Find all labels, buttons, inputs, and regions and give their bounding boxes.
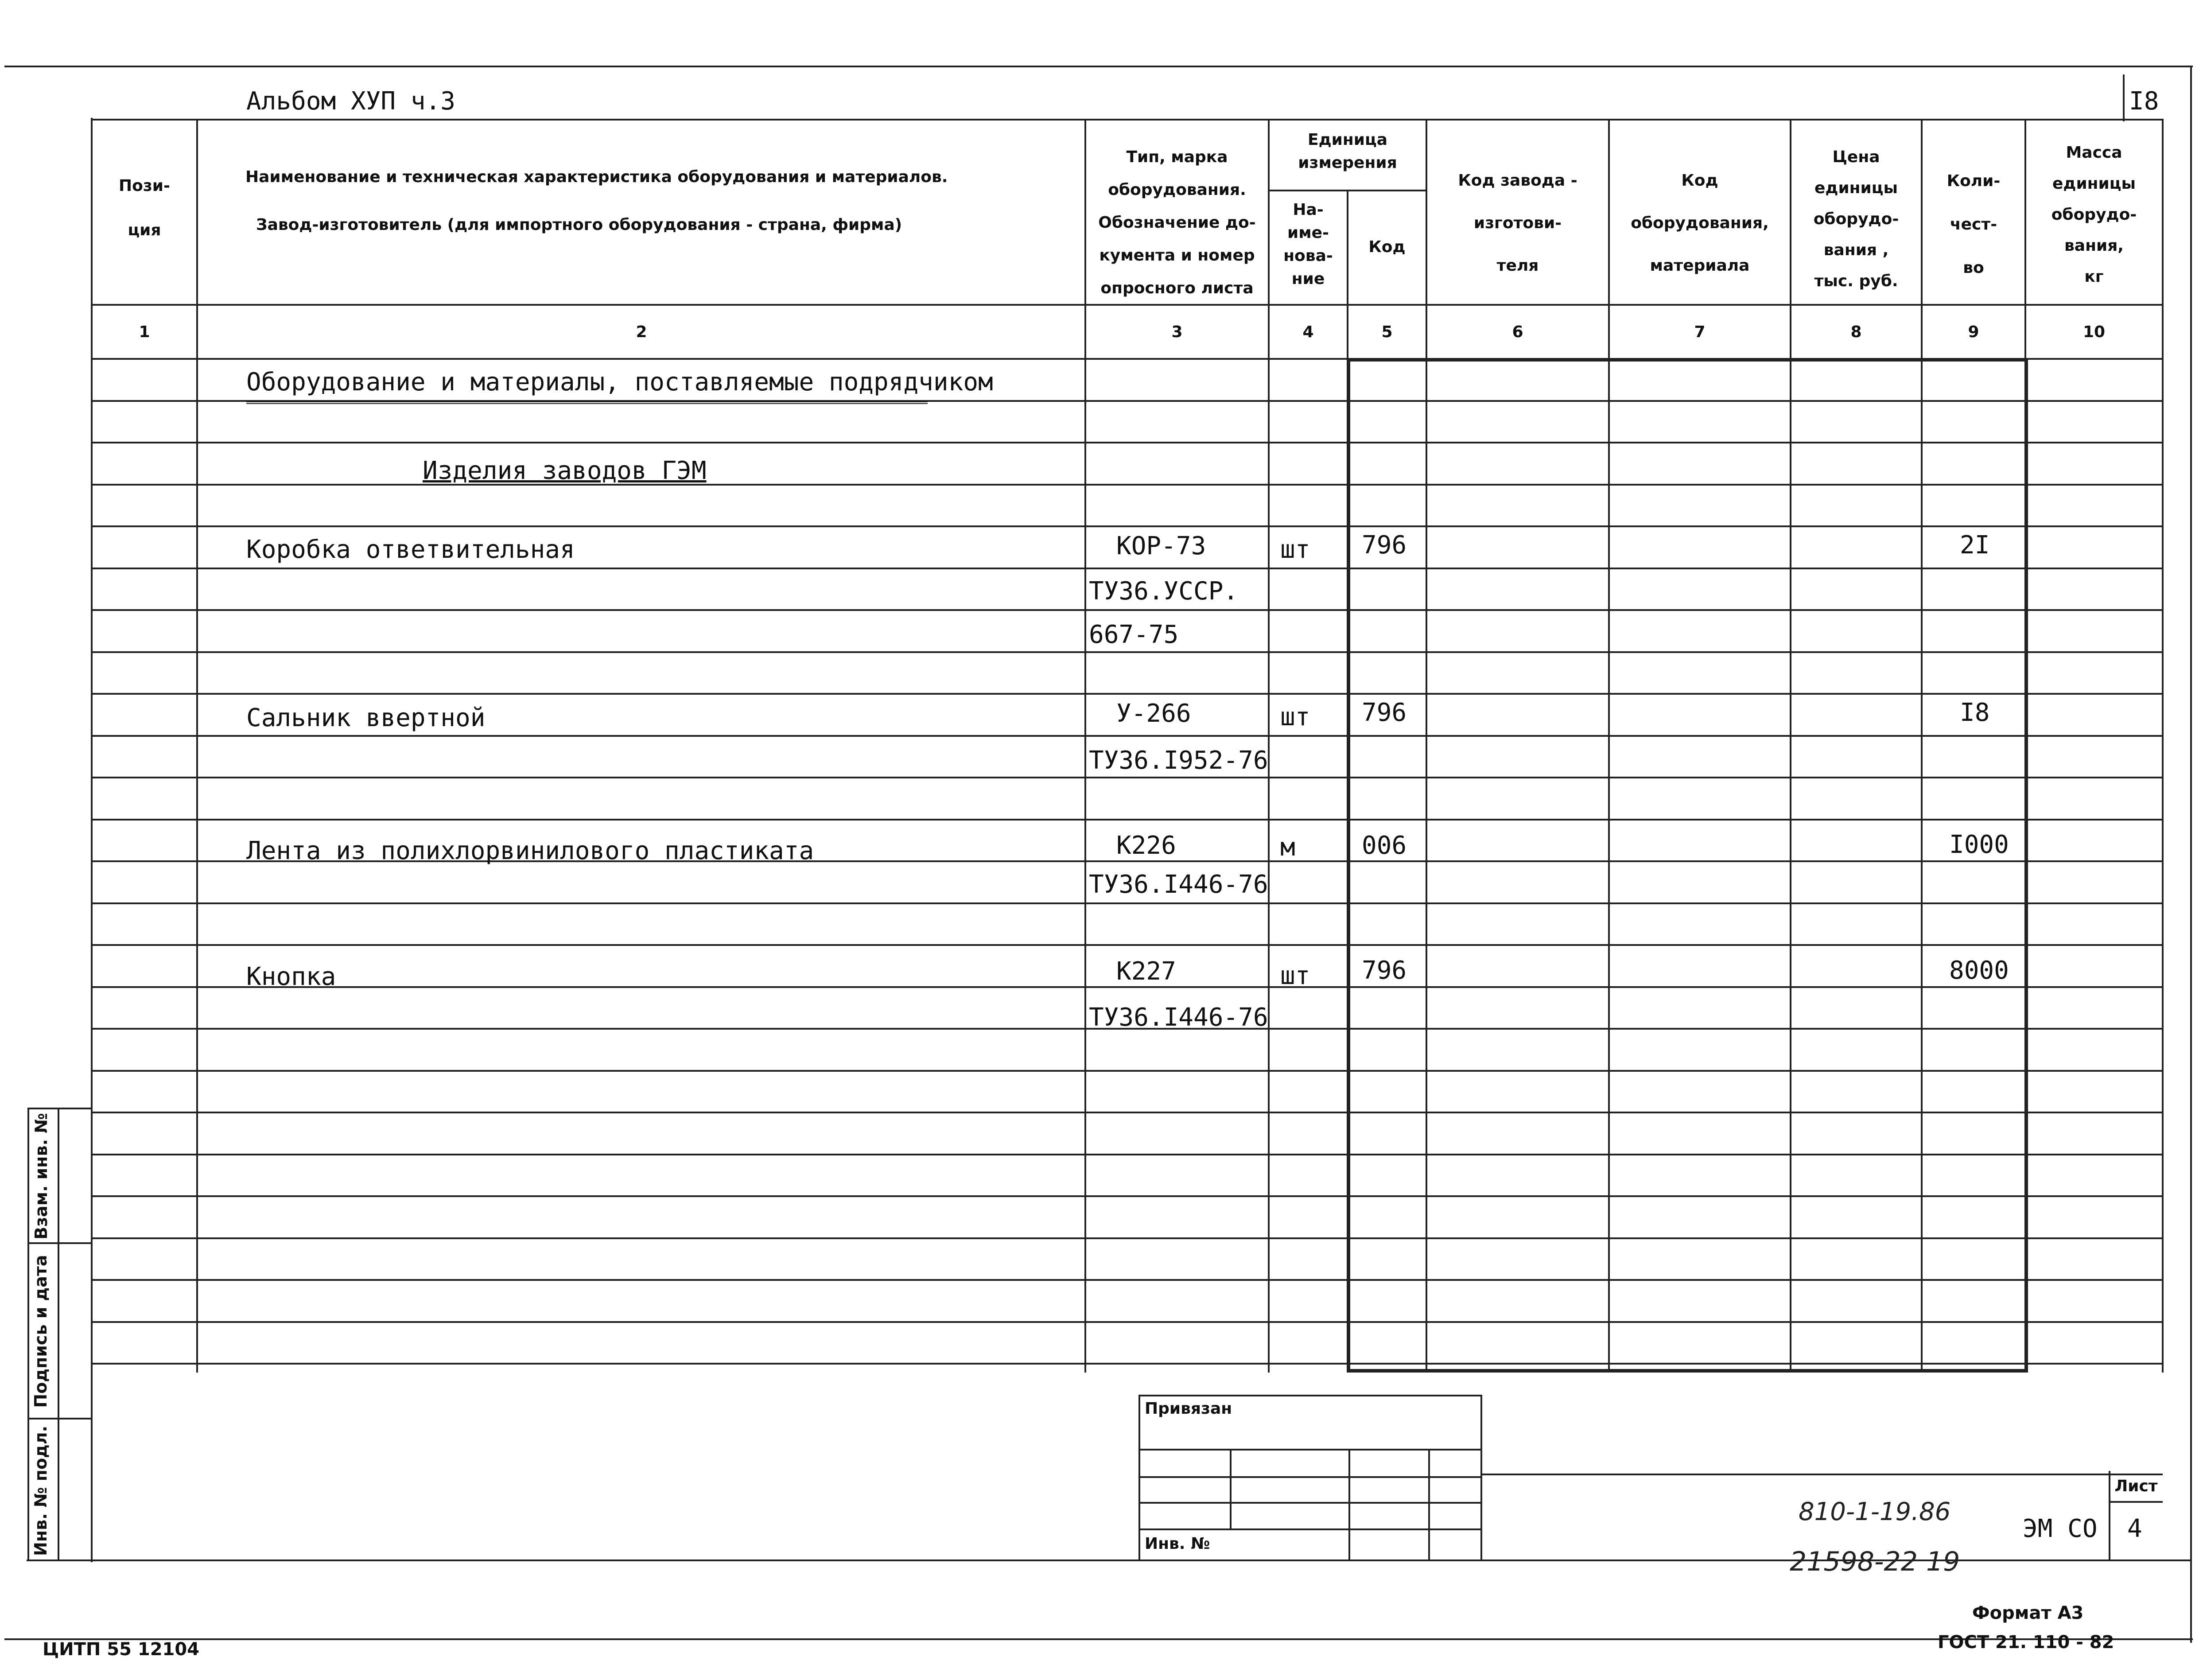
privyazan-col1 — [1230, 1449, 1232, 1528]
table-row-line — [91, 484, 2163, 486]
col-line-7 — [1790, 119, 1791, 1373]
list-value: 4 — [2127, 1514, 2142, 1543]
footer-line — [4, 1638, 2193, 1640]
item-qty: 8000 — [1949, 956, 2009, 985]
col-header-equipment-code: Код оборудования, материала — [1631, 171, 1769, 275]
table-row-line — [91, 1321, 2163, 1323]
footer-gost: ГОСТ 21. 110 - 82 — [1938, 1632, 2114, 1653]
col-header-price: Цена единицы оборудо- вания , тыс. руб. — [1813, 148, 1899, 290]
colnum-4: 4 — [1302, 323, 1314, 341]
table-row-line — [91, 1070, 2163, 1072]
footer-format: Формат А3 — [1972, 1603, 2084, 1623]
col-line-5 — [1426, 119, 1427, 1373]
item-code: 796 — [1362, 956, 1407, 985]
top-border-line — [4, 66, 2193, 67]
table-row-line — [91, 902, 2163, 904]
item-name: Сальник ввертной — [246, 704, 486, 732]
colnum-1: 1 — [139, 323, 150, 341]
privyazan-col2 — [1348, 1449, 1350, 1560]
item-unit: шт — [1280, 961, 1310, 990]
table-row-line — [91, 651, 2163, 653]
table-row-line — [91, 1363, 2163, 1365]
subsection-title: Изделия заводов ГЭМ — [423, 456, 707, 485]
item-unit: шт — [1280, 703, 1310, 731]
body-thick-top — [1347, 358, 2026, 362]
inv-no-label: Инв. № — [1145, 1535, 1210, 1553]
side-stamp-inner — [58, 1108, 59, 1560]
item-qty: I000 — [1949, 830, 2009, 859]
item-unit: шт — [1280, 535, 1310, 564]
handwritten-number-bottom: 21598-22 19 — [1790, 1546, 1960, 1577]
colnum-7: 7 — [1694, 323, 1706, 341]
side-stamp-inv: Инв. № подл. — [31, 1425, 51, 1556]
item-code: 796 — [1362, 698, 1407, 727]
side-stamp-podpis: Подпись и дата — [31, 1255, 51, 1408]
item-type: ТУ36.I446-76 — [1089, 870, 1268, 899]
sheet-corner-divider — [2123, 74, 2125, 121]
side-stamp-zam: Взам. инв. № — [31, 1113, 51, 1240]
privyazan-line2 — [1138, 1476, 1482, 1478]
footer-left-code: ЦИТП 55 12104 — [43, 1639, 200, 1660]
col-header-unit: Единица измерения — [1298, 131, 1397, 172]
privyazan-label: Привязан — [1145, 1400, 1232, 1418]
table-row-line — [91, 609, 2163, 611]
item-code: 796 — [1362, 531, 1407, 560]
table-row-line — [91, 442, 2163, 443]
col-header-unit-code: Код — [1368, 238, 1406, 256]
side-stamp-outer — [27, 1108, 29, 1560]
item-type: У-266 — [1116, 699, 1191, 728]
table-row-line — [91, 525, 2163, 527]
col-line-10 — [2162, 119, 2164, 1373]
item-type: К227 — [1116, 957, 1176, 986]
table-row-line — [91, 1237, 2163, 1239]
col-line-4-thick — [1347, 358, 1350, 1373]
table-row-line — [91, 735, 2163, 737]
col-header-factory-code: Код завода - изготови- теля — [1458, 171, 1577, 275]
item-type: ТУ36.I446-76 — [1089, 1003, 1268, 1032]
item-name: Лента из полихлорвинилового пластиката — [246, 836, 814, 865]
item-name: Коробка ответвительная — [246, 535, 575, 564]
col-line-8 — [1921, 119, 1923, 1373]
item-unit: м — [1280, 833, 1295, 862]
table-row-line — [91, 986, 2163, 988]
colnum-8: 8 — [1850, 323, 1862, 341]
col-line-3 — [1268, 119, 1270, 1373]
table-row-line — [91, 1195, 2163, 1197]
col-line-1 — [196, 119, 198, 1373]
item-type: ТУ36.I952-76 — [1089, 746, 1268, 775]
table-row-line — [91, 1112, 2163, 1113]
table-row-line — [91, 819, 2163, 821]
item-code: 006 — [1362, 831, 1407, 860]
section-title: Оборудование и материалы, поставляемые подрядчиком — [246, 368, 993, 397]
item-qty: I8 — [1960, 698, 1990, 727]
colnum-10: 10 — [2083, 323, 2106, 341]
colnum-3: 3 — [1171, 323, 1183, 341]
album-title: Альбом ХУП ч.3 — [246, 87, 456, 116]
sheet-corner-number: I8 — [2129, 87, 2159, 116]
col-header-type: Тип, марка оборудования. Обозначение до- кумента и номер опросного листа — [1098, 148, 1256, 297]
item-name: Кнопка — [246, 962, 336, 991]
table-row-line — [91, 1279, 2163, 1281]
privyazan-col3 — [1428, 1449, 1430, 1560]
col-header-quantity: Коли- чест- во — [1947, 172, 2001, 277]
item-qty: 2I — [1960, 531, 1990, 560]
doc-stamp-top — [1482, 1474, 2163, 1475]
colnum-6: 6 — [1512, 323, 1523, 341]
section-title-underline — [246, 401, 928, 404]
privyazan-line1 — [1138, 1449, 1482, 1451]
col-line-2 — [1084, 119, 1086, 1373]
table-row-line — [91, 1154, 2163, 1155]
side-stamp-div2 — [27, 1418, 92, 1419]
right-border-line — [2190, 66, 2192, 1643]
col-header-name-line1: Наименование и техническая характеристика оборудования и материалов. — [245, 168, 948, 186]
item-type: КОР-73 — [1116, 532, 1206, 560]
col-header-position: Пози- ция — [119, 177, 170, 239]
list-label: Лист — [2114, 1477, 2158, 1495]
table-row-line — [91, 777, 2163, 778]
colnum-9: 9 — [1968, 323, 1979, 341]
table-top-line — [91, 119, 2163, 121]
col-header-mass: Масса единицы оборудо- вания, кг — [2051, 144, 2137, 286]
privyazan-line3 — [1138, 1502, 1482, 1504]
table-row-line — [91, 568, 2163, 569]
item-type: 667-75 — [1089, 620, 1179, 649]
table-row-line — [91, 944, 2163, 946]
list-box-divider — [2109, 1501, 2163, 1503]
col-header-name-line2: Завод-изготовитель (для импортного оборудования - страна, фирма) — [256, 216, 902, 234]
col-header-unit-name: На- име- нова- ние — [1283, 201, 1333, 288]
colnum-5: 5 — [1381, 323, 1393, 341]
col-line-9-thick — [2024, 358, 2028, 1373]
col-line-6 — [1608, 119, 1610, 1373]
body-thick-bottom — [1347, 1369, 2026, 1373]
item-type: К226 — [1116, 831, 1176, 860]
colnum-2: 2 — [636, 323, 647, 341]
item-type: ТУ36.УССР. — [1089, 577, 1239, 606]
doc-code: ЭМ СО — [2023, 1514, 2098, 1543]
table-row-line — [91, 693, 2163, 695]
handwritten-number-top: 810-1-19.86 — [1799, 1497, 1951, 1526]
